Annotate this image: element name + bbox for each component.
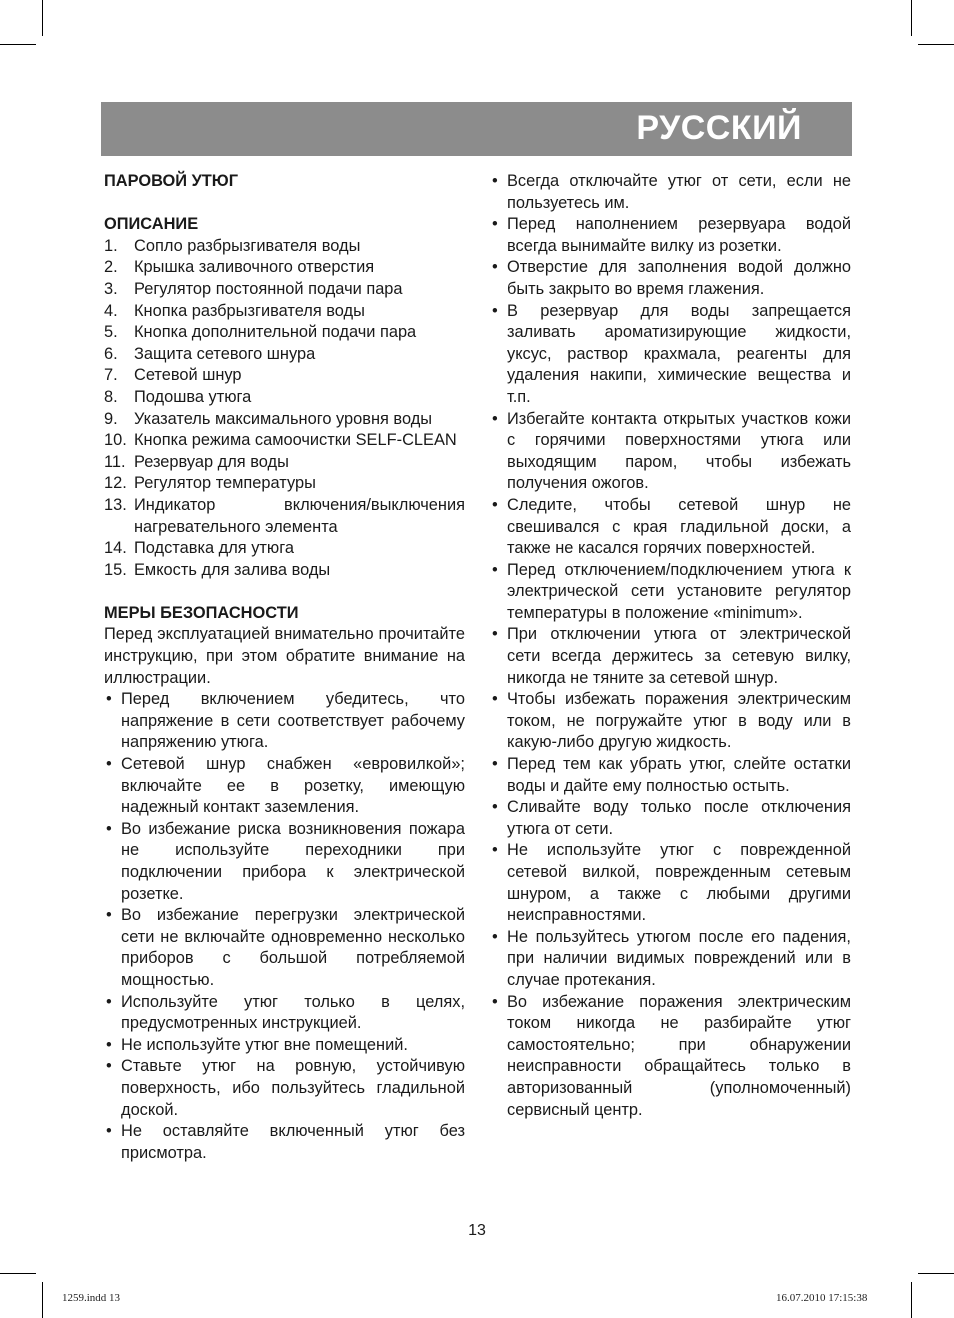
bullet-icon: • [492,755,498,774]
file-slug: 1259.indd 13 [62,1292,121,1304]
bullet-icon: • [106,1035,112,1054]
safety-bullet-item [490,257,851,300]
parts-list-item [104,236,465,258]
bullet-icon: • [106,992,112,1011]
safety-bullet-item [104,1121,465,1164]
bullet-icon: • [492,841,498,860]
safety-bullet-item [490,624,851,689]
crop-mark [0,44,36,45]
safety-bullet-item [490,992,851,1122]
crop-mark [911,1282,912,1318]
language-title: РУССКИЙ [636,109,802,147]
bullet-icon: • [492,258,498,277]
bullet-text: Перед отключением/подключением утюга к электрической сети установите регулятор температуры в положение «minimum». [507,560,851,622]
safety-bullet-item [490,840,851,926]
safety-heading: МЕРЫ БЕЗОПАСНОСТИ [104,603,299,622]
bullet-text: Следите, чтобы сетевой шнур не свешивался с края гладильной доски, а также не касался горячих поверхностей. [507,495,851,558]
right-safety-list [490,171,851,1121]
safety-bullet-item [490,560,851,625]
bullet-icon: • [492,798,498,817]
item-number: 6. [104,344,118,363]
bullet-icon: • [492,172,498,190]
item-number: 1. [104,236,118,255]
safety-bullet-item [104,905,465,991]
item-text: Кнопка разбрызгивателя воды [134,301,365,320]
parts-list-item [104,365,465,387]
bullet-icon: • [106,906,112,925]
crop-mark [0,1273,36,1274]
bullet-text: В резервуар для воды запрещается заливать ароматизирующие жидкости, уксус, раствор крахмала, реагенты для удаления накипи, химические вещества и т.п. [507,301,851,406]
bullet-text: Во избежание перегрузки электрической сети не включайте одновременно несколько приборов с большой потребляемой мощностью. [121,906,465,989]
bullet-icon: • [106,819,112,838]
left-safety-list [104,689,465,1164]
item-number: 10. [104,431,127,450]
parts-list-item [104,344,465,366]
bullet-icon: • [106,1057,112,1076]
bullet-text: При отключении утюга от электрической сети всегда держитесь за сетевую вилку, никогда не тяните за сетевой шнур. [507,625,851,687]
bullet-text: Всегда отключайте утюг от сети, если не пользуетесь им. [507,172,851,212]
safety-bullet-item [104,819,465,905]
safety-bullet-item [104,1035,465,1057]
crop-mark [918,44,954,45]
print-timestamp: 16.07.2010 17:15:38 [776,1292,868,1304]
bullet-text: Ставьте утюг на ровную, устойчивую поверхность, ибо пользуйтесь гладильной доской. [121,1057,465,1119]
item-number: 2. [104,258,118,277]
safety-bullet-item [104,1056,465,1121]
parts-list [104,236,465,582]
parts-list-item [104,257,465,279]
bullet-text: Во избежание поражения электрическим током никогда не разбирайте утюг самостоятельно; при обнаружении неисправности обращайтесь только в авторизованный (уполномоченный) сервисный центр. [507,992,851,1119]
bullet-text: Отверстие для заполнения водой должно быть закрыто во время глажения. [507,258,851,298]
bullet-icon: • [492,215,498,234]
parts-list-item [104,409,465,431]
right-column [490,171,851,1121]
parts-list-item [104,538,465,560]
parts-list-item [104,322,465,344]
safety-bullet-item [490,171,851,214]
safety-bullet-item [490,689,851,754]
parts-list-item [104,452,465,474]
safety-bullet-item [490,754,851,797]
safety-bullet-item [490,797,851,840]
item-number: 4. [104,301,118,320]
safety-bullet-item [104,689,465,754]
bullet-icon: • [492,992,498,1011]
bullet-text: Перед тем как убрать утюг, слейте остатки воды и дайте ему полностью остыть. [507,755,851,795]
item-text: Сопло разбрызгивателя воды [134,236,361,255]
bullet-icon: • [492,495,498,514]
item-number: 9. [104,409,118,428]
item-text: Кнопка режима самоочистки SELF-CLEAN [134,431,457,450]
item-number: 15. [104,560,127,579]
item-text: Емкость для залива воды [134,560,331,579]
item-text: Крышка заливочного отверстия [134,258,375,277]
safety-bullet-item [104,754,465,819]
item-text: Резервуар для воды [134,452,289,471]
left-column [104,171,465,1164]
parts-list-item [104,387,465,409]
item-number: 11. [104,452,126,471]
item-text: Кнопка дополнительной подачи пара [134,323,417,342]
bullet-icon: • [106,1122,112,1141]
bullet-icon: • [492,301,498,320]
item-text: Подошва утюга [134,387,252,406]
bullet-text: Используйте утюг только в целях, предусмотренных инструкцией. [121,992,465,1033]
safety-bullet-item [490,927,851,992]
bullet-text: Не пользуйтесь утюгом после его падения, при наличии видимых повреждений или в случае протекания. [507,927,851,989]
crop-mark [911,0,912,36]
bullet-text: Избегайте контакта открытых участков кожи с горячими поверхностями утюга или выходящим паром, чтобы избежать получения ожогов. [507,409,851,493]
item-number: 5. [104,323,118,342]
bullet-icon: • [106,690,112,709]
bullet-icon: • [492,409,498,428]
item-number: 12. [104,474,127,493]
crop-mark [42,0,43,36]
item-number: 14. [104,539,127,558]
bullet-text: Сливайте воду только после отключения утюга от сети. [507,798,851,838]
description-heading: ОПИСАНИЕ [104,215,199,234]
page-number: 13 [468,1222,486,1239]
parts-list-item [104,560,465,582]
bullet-text: Не оставляйте включенный утюг без присмотра. [121,1122,465,1162]
parts-list-item [104,301,465,323]
safety-bullet-item [490,495,851,560]
bullet-text: Чтобы избежать поражения электрическим током, не погружайте утюг в воду или в какую-либо другую жидкость. [507,690,851,752]
language-header-bar [101,102,852,156]
crop-mark [42,1282,43,1318]
parts-list-item [104,279,465,301]
parts-list-item [104,430,465,452]
bullet-text: Сетевой шнур снабжен «евровилкой»; включайте ее в розетку, имеющую надежный контакт заземления. [121,755,465,817]
bullet-text: Не используйте утюг вне помещений. [121,1035,408,1054]
item-text: Указатель максимального уровня воды [134,409,433,428]
item-number: 13. [104,495,127,514]
bullet-icon: • [492,690,498,709]
safety-bullet-item [490,409,851,495]
bullet-text: Перед наполнением резервуара водой всегда вынимайте вилку из розетки. [507,215,851,255]
item-text: Регулятор постоянной подачи пара [134,279,403,298]
bullet-text: Во избежание риска возникновения пожара не используйте переходники при подключении прибора к электрической розетке. [121,819,465,903]
product-title: ПАРОВОЙ УТЮГ [104,172,238,190]
bullet-text: Не используйте утюг с поврежденной сетевой вилкой, поврежденным сетевым шнуром, а также с любыми другими неисправностями. [507,841,851,925]
item-text: Регулятор температуры [134,474,316,493]
safety-bullet-item [490,301,851,409]
safety-intro: Перед эксплуатацией внимательно прочитайте инструкцию, при этом обратите внимание на иллюстрации. [104,625,465,687]
crop-mark [918,1273,954,1274]
item-number: 3. [104,279,118,298]
bullet-text: Перед включением убедитесь, что напряжение в сети соответствует рабочему напряжению утюга. [121,690,465,752]
item-text: Защита сетевого шнура [134,344,316,363]
item-text: Сетевой шнур [134,366,242,385]
safety-bullet-item [104,992,465,1035]
safety-bullet-item [490,214,851,257]
bullet-icon: • [106,755,112,774]
parts-list-item [104,473,465,495]
item-text: Подставка для утюга [134,539,294,558]
parts-list-item [104,495,465,538]
item-text: Индикатор включения/выключения нагревательного элемента [134,495,465,536]
bullet-icon: • [492,927,498,946]
bullet-icon: • [492,560,498,579]
item-number: 7. [104,366,118,385]
item-number: 8. [104,387,118,406]
bullet-icon: • [492,625,498,644]
